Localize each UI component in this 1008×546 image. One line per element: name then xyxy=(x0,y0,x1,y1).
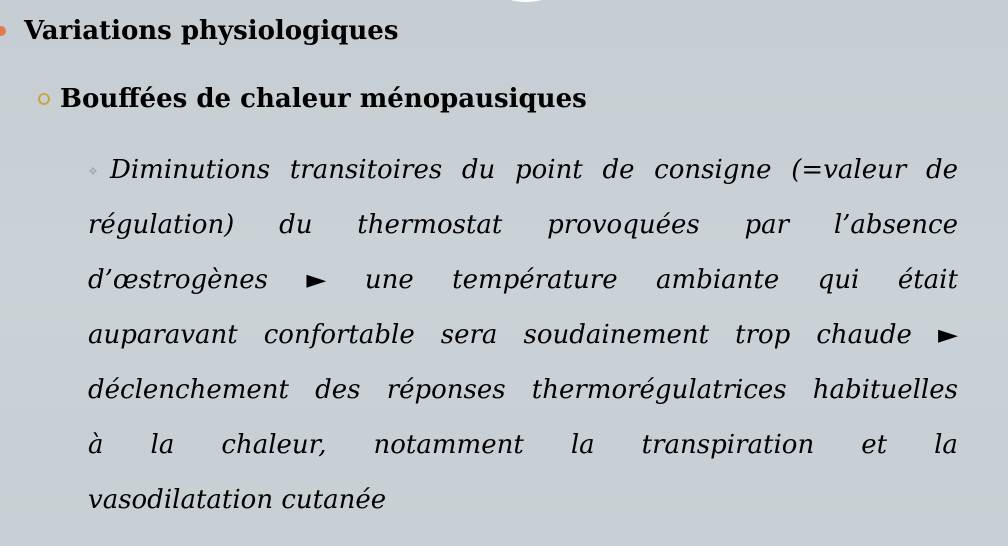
word: la xyxy=(934,430,958,460)
word: vasodilatation cutanée xyxy=(88,485,387,515)
word: provoquées xyxy=(547,210,700,240)
word: à xyxy=(88,430,104,460)
word: point xyxy=(514,155,583,185)
word: de xyxy=(602,155,635,185)
word: transitoires xyxy=(289,155,443,185)
word: déclenchement xyxy=(88,375,289,405)
top-decorative-circle xyxy=(466,0,586,2)
word: du xyxy=(279,210,313,240)
word: (=valeur xyxy=(791,155,907,185)
paragraph-line xyxy=(88,207,958,243)
level2-heading: Bouffées de chaleur ménopausiques xyxy=(60,84,587,114)
word: et xyxy=(861,430,888,460)
word: consigne xyxy=(654,155,772,185)
paragraph-line xyxy=(88,372,958,408)
word: sera xyxy=(440,320,498,350)
word: notamment xyxy=(373,430,524,460)
word: d’œstrogènes xyxy=(88,265,268,295)
word: de xyxy=(925,155,958,185)
word: qui xyxy=(817,265,860,295)
paragraph-line xyxy=(88,427,958,463)
word: trop xyxy=(735,320,791,350)
paragraph-line xyxy=(88,262,958,298)
word: chaude xyxy=(816,320,912,350)
word: thermostat xyxy=(357,210,503,240)
word: la xyxy=(150,430,175,460)
word: régulation) xyxy=(88,210,235,240)
word: des xyxy=(315,375,361,405)
paragraph-line xyxy=(88,482,958,518)
word: auparavant xyxy=(88,320,238,350)
word: thermorégulatrices xyxy=(531,375,787,405)
word: habituelles xyxy=(812,375,958,405)
word: ► xyxy=(306,265,327,295)
word: ► xyxy=(937,320,958,350)
word: une xyxy=(364,265,414,295)
word: température xyxy=(452,265,618,295)
paragraph-line xyxy=(110,152,958,188)
word: Diminutions xyxy=(110,155,271,185)
word: la xyxy=(570,430,595,460)
bullet-ring-icon xyxy=(38,93,50,105)
word: confortable xyxy=(263,320,415,350)
word: transpiration xyxy=(641,430,815,460)
word: l’absence xyxy=(833,210,958,240)
word: du xyxy=(461,155,496,185)
word: chaleur, xyxy=(221,430,327,460)
bullet-square-icon: ❖ xyxy=(88,165,98,178)
word: ambiante xyxy=(656,265,780,295)
word: par xyxy=(744,210,790,240)
paragraph-line xyxy=(88,317,958,353)
bullet-dot-icon xyxy=(0,26,6,36)
word: réponses xyxy=(386,375,506,405)
word: soudainement xyxy=(523,320,710,350)
word: était xyxy=(897,265,958,295)
level1-heading: Variations physiologiques xyxy=(24,16,399,46)
